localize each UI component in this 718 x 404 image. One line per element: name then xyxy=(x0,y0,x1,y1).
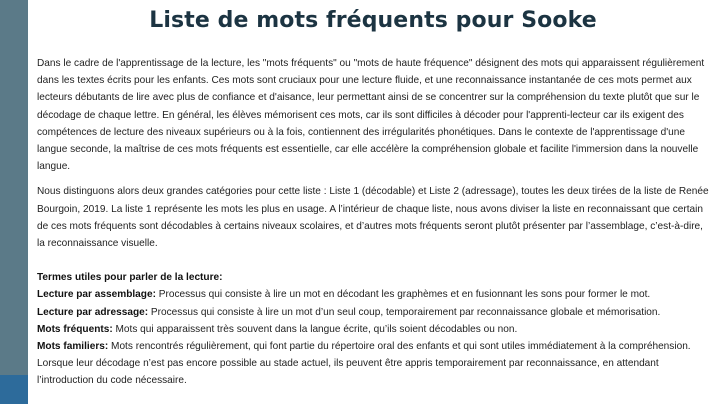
term-assemblage xyxy=(37,286,712,303)
term-mots-frequents xyxy=(37,321,712,338)
term-definition: Processus qui consiste à lire un mot d’un seul coup, temporairement par reconnaissance globale et mémorisation. xyxy=(148,306,661,318)
term-label: Mots fréquents: xyxy=(37,323,113,335)
document-body xyxy=(37,55,712,390)
left-sidebar-bar xyxy=(0,0,28,404)
term-label: Lecture par assemblage: xyxy=(37,289,156,301)
page-title: Liste de mots fréquents pour Sooke xyxy=(149,8,597,33)
intro-paragraph: Dans le cadre de l'apprentissage de la lecture, les "mots fréquents" ou "mots de haute fréquence" désignent des mots qui apparaissent régulièrement dans les textes écrits pour les enfants. Ces mots sont cruciaux pour une lecture fluide, et une reconnaissance instantanée de ces mots permet aux lecteurs débutants de lire avec plus de confiance et d'aisance, leur permettant ainsi de se concentrer sur la compréhension du texte plutôt que sur le décodage de chaque lettre. En général, les élèves mémorisent ces mots, car ils sont difficiles à décoder pour l'apprenti-lecteur car ils exigent des compétences de lecture des niveaux supérieurs ou à la fois, contiennent des irrégularités phonétiques. Dans le contexte de l'apprentissage d'une langue seconde, la maîtrise de ces mots fréquents est essentielle, car elle accélère la compréhension globale et facilite l'immersion dans la nouvelle langue. xyxy=(37,58,705,173)
term-mots-familiers xyxy=(37,338,712,390)
term-definition: Processus qui consiste à lire un mot en décodant les graphèmes et en fusionnant les sons pour former le mot. xyxy=(155,289,651,301)
term-adressage xyxy=(37,304,712,321)
terms-heading: Termes utiles pour parler de la lecture: xyxy=(37,272,223,284)
categories-paragraph: Nous distinguons alors deux grandes catégories pour cette liste : Liste 1 (décodable) et Liste 2 (adressage), toutes les deux tirées de la liste de Renée Bourgoin, 2019. La liste 1 représente les mots les plus en usage. A l’intérieur de chaque liste, nous avons diviser la liste en reconnaissant que certain de ces mots fréquents sont décodables à certains niveaux scolaires, et d’autres mots fréquents seront plutôt présenter par l’assemblage, c’est-à-dire, la reconnaissance visuelle. xyxy=(37,186,709,250)
term-definition: Mots rencontrés régulièrement, qui font partie du répertoire oral des enfants et qui sont utiles immédiatement à la compréhension. Lorsque leur décodage n’est pas encore possible au stade actuel, ils peuvent être appris temporairement par reconnaissance, en attendant l’introduction du code nécessaire. xyxy=(37,341,691,387)
term-label: Lecture par adressage: xyxy=(37,306,149,318)
terms-section xyxy=(37,269,712,389)
term-label: Mots familiers: xyxy=(37,341,109,353)
sidebar-accent-block xyxy=(0,375,28,404)
term-definition: Mots qui apparaissent très souvent dans la langue écrite, qu’ils soient décodables ou non. xyxy=(112,323,518,335)
